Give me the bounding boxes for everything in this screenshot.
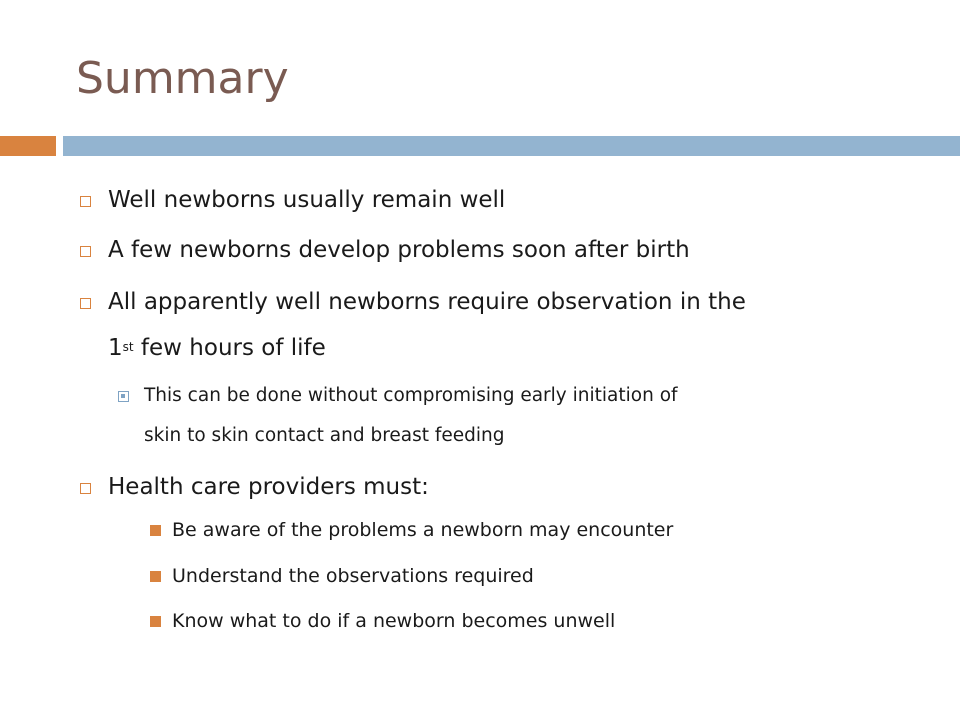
- sub-bullet-text: skin to skin contact and breast feeding: [144, 425, 505, 446]
- bullet-text: All apparently well newborns require observation in the: [108, 289, 746, 315]
- list-item-text: Understand the observations required: [172, 565, 534, 587]
- hollow-square-icon: [80, 196, 91, 207]
- bullet-item-continued: [108, 328, 326, 368]
- sub-bullet-item-continued: [144, 421, 505, 451]
- list-item: [172, 561, 534, 591]
- bullet-text: A few newborns develop problems soon after birth: [108, 237, 690, 263]
- hollow-square-icon: [80, 298, 91, 309]
- solid-square-icon: [150, 571, 161, 582]
- list-item: [172, 606, 615, 636]
- bullet-text: few hours of life: [133, 335, 326, 361]
- ordinal-superscript: st: [122, 340, 134, 354]
- bullet-text-number: 1: [108, 335, 123, 361]
- bullet-item: [108, 180, 505, 220]
- slide-title: Summary: [76, 53, 289, 104]
- bullet-text: Health care providers must:: [108, 474, 429, 500]
- hollow-square-icon: [80, 246, 91, 257]
- solid-square-icon: [150, 525, 161, 536]
- list-item-text: Know what to do if a newborn becomes unwell: [172, 610, 616, 632]
- bullet-text: Well newborns usually remain well: [108, 187, 506, 213]
- list-item-text: Be aware of the problems a newborn may encounter: [172, 519, 674, 541]
- sub-bullet-text: This can be done without compromising early initiation of: [144, 385, 678, 406]
- sub-bullet-item: [144, 381, 678, 411]
- double-square-icon: [118, 391, 129, 402]
- bullet-item: [108, 282, 746, 322]
- bullet-item: [108, 467, 429, 507]
- list-item: [172, 515, 673, 545]
- bullet-item: [108, 230, 690, 270]
- hollow-square-icon: [80, 483, 91, 494]
- solid-square-icon: [150, 616, 161, 627]
